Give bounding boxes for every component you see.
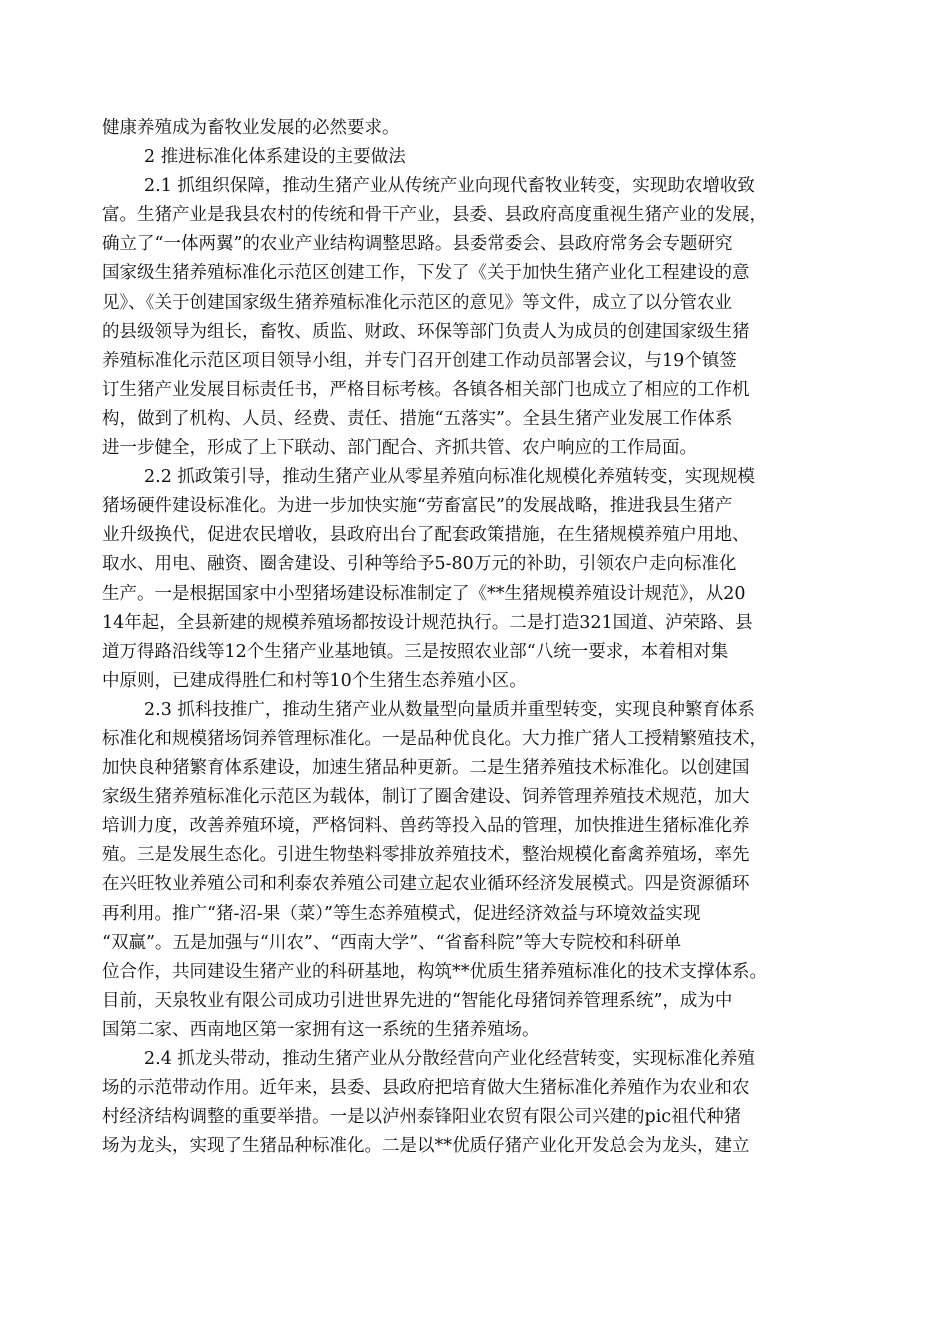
text-line: 培训力度，改善养殖环境，严格饲料、兽药等投入品的管理，加快推进生猪标准化养 (102, 816, 750, 837)
text-line: 加快良种猪繁育体系建设，加速生猪品种更新。二是生猪养殖技术标准化。以创建国 (102, 758, 750, 779)
text-line: 生产。一是根据国家中小型猪场建设标准制定了《**生猪规模养殖设计规范》，从20 (102, 583, 746, 604)
paragraph (102, 463, 862, 696)
text-line: 见》、《关于创建国家级生猪养殖标准化示范区的意见》等文件，成立了以分管农业 (102, 292, 732, 313)
text-line: 业升级换代，促进农民增收，县政府出台了配套政策措施，在生猪规模养殖户用地、 (102, 525, 750, 546)
text-line: 订生猪产业发展目标责任书，严格目标考核。各镇各相关部门也成立了相应的工作机 (102, 379, 750, 400)
text-line: 14年起，全县新建的规模养殖场都按设计规范执行。二是打造321国道、泸荣路、县 (102, 612, 753, 633)
text-line: 在兴旺牧业养殖公司和利泰农养殖公司建立起农业循环经济发展模式。四是资源循环 (102, 874, 750, 895)
text-line: 富。生猪产业是我县农村的传统和骨干产业，县委、县政府高度重视生猪产业的发展， (102, 205, 767, 226)
text-line: 家级生猪养殖标准化示范区为载体，制订了圈舍建设、饲养管理养殖技术规范，加大 (102, 787, 750, 808)
text-line: 再利用。推广“猪-沼-果（菜）”等生态养殖模式，促进经济效益与环境效益实现 (102, 903, 701, 924)
text-line: 养殖标准化示范区项目领导小组，并专门召开创建工作动员部署会议，与19个镇签 (102, 350, 737, 371)
text-line: 场的示范带动作用。近年来，县委、县政府把培育做大生猪标准化养殖作为农业和农 (102, 1078, 750, 1099)
text-line: 取水、用电、融资、圈舍建设、引种等给予5-80万元的补助，引领农户走向标准化 (102, 554, 737, 575)
document-page (102, 114, 862, 1161)
text-line: 中原则，已建成得胜仁和村等10个生猪生态养殖小区。 (102, 670, 527, 691)
text-line: 村经济结构调整的重要举措。一是以泸州泰锋阳业农贸有限公司兴建的pic祖代种猪 (102, 1107, 742, 1128)
text-line: 的县级领导为组长，畜牧、质监、财政、环保等部门负责人为成员的创建国家级生猪 (102, 321, 750, 342)
text-line: 道万得路沿线等12个生猪产业基地镇。三是按照农业部“八统一要求，本着相对集 (102, 641, 729, 662)
text-line: 2.4 抓龙头带动，推动生猪产业从分散经营向产业化经营转变，实现标准化养殖 (144, 1049, 755, 1069)
text-line: 健康养殖成为畜牧业发展的必然要求。 (102, 118, 400, 138)
text-line: 标准化和规模猪场饲养管理标准化。一是品种优良化。大力推广猪人工授精繁殖技术， (102, 728, 767, 749)
text-line: 2.2 抓政策引导，推动生猪产业从零星养殖向标准化规模化养殖转变，实现规模 (144, 467, 755, 488)
paragraph (102, 696, 862, 1045)
text-line: 2.1 抓组织保障，推动生猪产业从传统产业向现代畜牧业转变，实现助农增收致 (144, 176, 755, 197)
text-line: 殖。三是发展生态化。引进生物垫料零排放养殖技术，整治规模化畜禽养殖场，率先 (102, 845, 750, 866)
text-line: 猪场硬件建设标准化。为进一步加快实施“劳畜富民”的发展战略，推进我县生猪产 (102, 496, 733, 517)
text-line: “双赢”。五是加强与“川农”、“西南大学”、“省畜科院”等大专院校和科研单 (102, 932, 682, 953)
text-line: 国家级生猪养殖标准化示范区创建工作，下发了《关于加快生猪产业化工程建设的意 (102, 263, 750, 284)
text-line: 2.3 抓科技推广，推动生猪产业从数量型向量质并重型转变，实现良种繁育体系 (144, 699, 755, 720)
text-line: 确立了“一体两翼”的农业产业结构调整思路。县委常委会、县政府常务会专题研究 (102, 234, 733, 255)
document-body (102, 114, 862, 1161)
text-line: 目前，天泉牧业有限公司成功引进世界先进的“智能化母猪饲养管理系统”，成为中 (102, 990, 733, 1011)
text-line: 国第二家、西南地区第一家拥有这一系统的生猪养殖场。 (102, 1019, 540, 1040)
text-line: 场为龙头，实现了生猪品种标准化。二是以**优质仔猪产业化开发总会为龙头，建立 (102, 1136, 750, 1157)
text-line: 2 推进标准化体系建设的主要做法 (144, 147, 406, 168)
text-line: 进一步健全，形成了上下联动、部门配合、齐抓共管、农户响应的工作局面。 (102, 438, 697, 459)
text-line: 构，做到了机构、人员、经费、责任、措施“五落实”。全县生猪产业发展工作体系 (102, 408, 733, 429)
paragraph (102, 1045, 862, 1161)
paragraph (102, 114, 862, 143)
paragraph (102, 172, 862, 463)
text-line: 位合作，共同建设生猪产业的科研基地，构筑**优质生猪养殖标准化的技术支撑体系。 (102, 961, 767, 982)
section-heading (102, 143, 862, 172)
